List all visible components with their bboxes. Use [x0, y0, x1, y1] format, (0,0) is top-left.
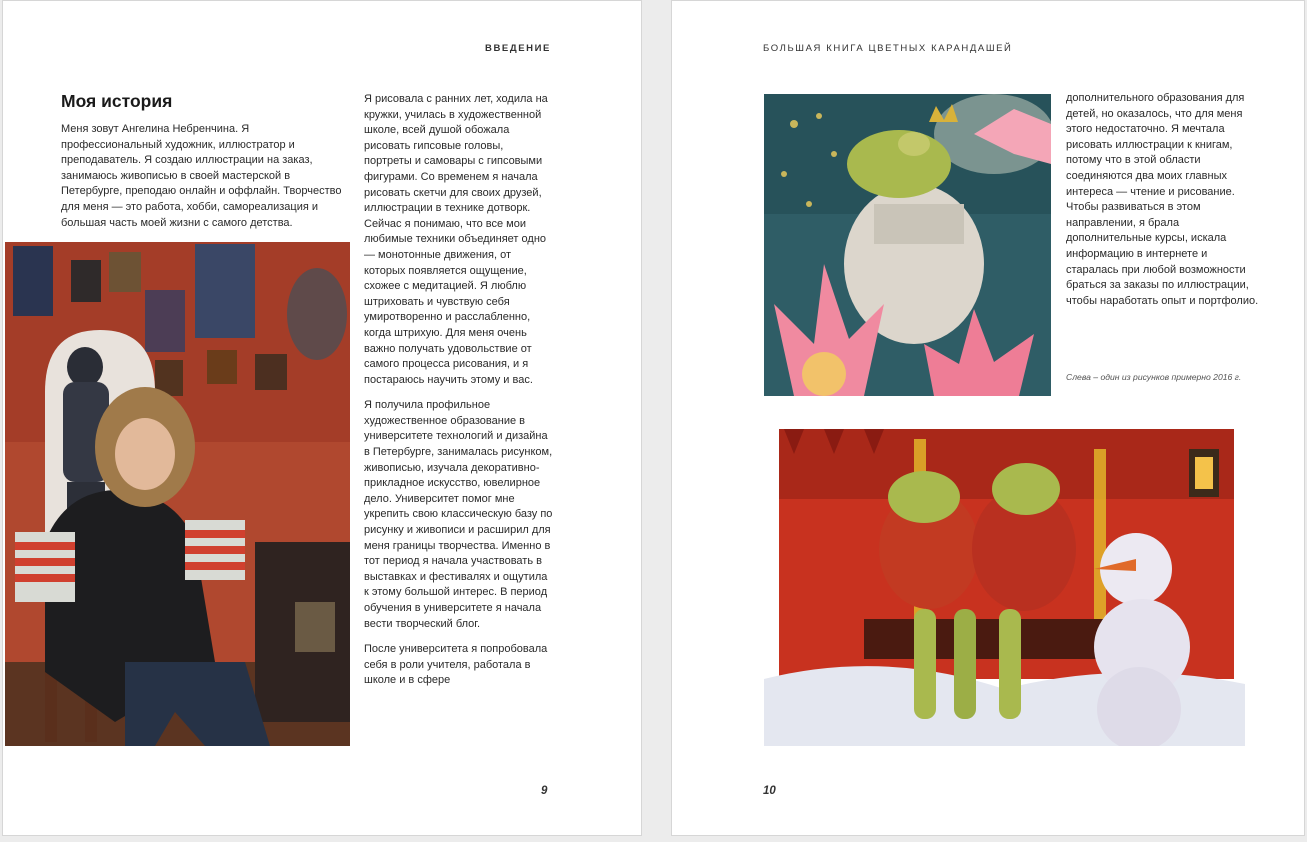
page-heading: Моя история: [61, 91, 173, 111]
artist-studio-photo: [5, 242, 350, 746]
left-page: [2, 0, 642, 836]
story-column: [364, 92, 554, 699]
page-number-left: 9: [541, 785, 548, 797]
running-head-book-title: БОЛЬШАЯ КНИГА ЦВЕТНЫХ КАРАНДАШЕЙ: [763, 43, 1013, 54]
continued-paragraph: дополнительного образования для детей, но оказалось, что для меня этого недостаточно. Я мечтала рисовать иллюстрации к книгам, потому что в этой области соединяются два моих главных интереса — чтение и рисование. Чтобы развиваться в этом направлении, я брала дополнительные курсы, искала информацию в интернете и старалась при любой возможности браться за заказы по иллюстрации, чтобы наработать опыт и портфолио.: [1066, 92, 1259, 307]
image-caption: Слева – один из рисунков примерно 2016 г.: [1066, 372, 1242, 382]
story-paragraph-2: Я получила профильное художественное образование в университете технологий и дизайна в Петербурге, занималась рисунком, живописью, изучала декоративно-прикладное искусство, ювелирное дело. Университет помог мне укрепить свою классическую базу по рисунку и живописи и расширил для меня границы творчества. Именно в тот период я начала участвовать в выставках и фестивалях и ощутила к этому большой интерес. В период обучения в университете я начала вести творческий блог.: [364, 399, 553, 630]
intro-paragraph: Меня зовут Ангелина Небренчина. Я профессиональный художник, иллюстратор и преподаватель. Я создаю иллюстрации на заказ, занимаюсь живописью в своей мастерской в Петербурге, преподаю онлайн и оффлайн. Творчество для меня — это работа, хобби, самореализация и большая часть моей жизни с самого детства.: [61, 123, 342, 229]
story-paragraph-3: После университета я попробовала себя в роли учителя, работала в школе и в сфере: [364, 643, 548, 687]
story-paragraph-1: Я рисовала с ранних лет, ходила на кружки, училась в художественной школе, всей душой обожала рисовать гипсовые головы, портреты и самовары с гипсовыми фигурами. Со временем я начала рисовать скетчи для своих друзей, иллюстрации в технике дотворк. Сейчас я понимаю, что все мои любимые техники объединяет одно — монотонные движения, от которых появляется ощущение, схожее с медитацией. Я люблю штриховать и чувствую себя умиротворенно и расслабленно, когда штрихую. Для меня очень важно получать удовольствие от самого процесса рисования, и я постараюсь научить этому и вас.: [364, 93, 548, 386]
running-head-section: ВВЕДЕНИЕ: [485, 43, 551, 54]
frogs-winter-illustration: [764, 419, 1245, 746]
page-number-right: 10: [763, 785, 776, 797]
right-page: [671, 0, 1305, 836]
frog-lotus-illustration: [764, 94, 1051, 396]
